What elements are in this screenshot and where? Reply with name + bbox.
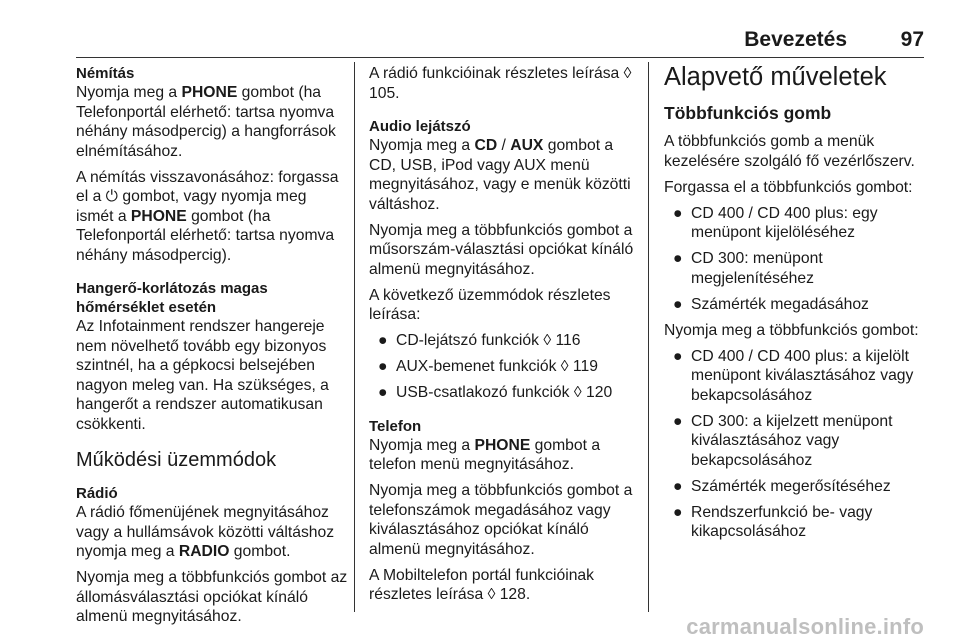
page-ref-link[interactable]: 119 (572, 358, 598, 375)
mute-paragraph-1 (76, 83, 348, 161)
bullet-icon: ● (673, 412, 683, 430)
bullet-icon: ● (673, 204, 683, 222)
volume-limit-heading: Hangerő-korlátozás magas hőmérséklet esetén (76, 280, 268, 316)
page-ref-icon: ◊ (560, 358, 569, 375)
turn-action-list (664, 204, 928, 315)
volume-limit-paragraph: Az Infotainment rendszer hangereje nem növelhető tovább egy bizonyos szintnél, ha a gépkocsi belsejében nagyon meleg van. Ha szükséges, a hangerőt a rendszer automatikusan csökkenti. (76, 318, 329, 433)
mute-paragraph-2 (76, 168, 348, 266)
list-item-text: AUX-bemenet funkciók (396, 358, 561, 375)
list-item-text: CD 300: a kijelzett menüpont kiválasztásához vagy bekapcsolásához (691, 412, 893, 469)
phone-paragraph-3 (369, 566, 635, 605)
phone-paragraph-1 (369, 436, 635, 475)
radio-reference (369, 64, 635, 103)
multifunction-paragraph-1: A többfunkciós gomb a menük kezelésére szolgáló fő vezérlőszerv. (664, 133, 915, 170)
press-action-list (664, 347, 928, 542)
column-divider-2 (648, 62, 649, 612)
list-item (369, 383, 635, 403)
column-1 (76, 64, 348, 633)
column-2 (369, 64, 635, 611)
phone-key-label: PHONE (474, 436, 531, 454)
page-ref-icon: ◊ (573, 384, 582, 401)
text: Nyomja meg a (369, 436, 475, 454)
list-item-text: CD 400 / CD 400 plus: egy menüpont kijelöléséhez (691, 204, 878, 241)
list-item (664, 503, 928, 542)
multifunction-paragraph-2: Forgassa el a többfunkciós gombot: (664, 178, 913, 196)
list-item-text: Számérték megadásához (691, 295, 869, 313)
page-number: 97 (900, 28, 924, 51)
bullet-icon: ● (378, 358, 388, 375)
list-item (664, 204, 928, 243)
text: gombot (ha Telefonportál elérhető: tartsa nyomva néhány másodpercig). (76, 207, 335, 264)
radio-heading: Rádió (76, 485, 118, 502)
list-item (664, 347, 928, 406)
audio-mode-list (369, 331, 635, 403)
radio-paragraph-2: Nyomja meg a többfunkciós gombot az állomásválasztási opciókat kínáló almenü megnyitásához. (76, 569, 348, 625)
page-ref-link[interactable]: 105. (369, 84, 400, 102)
bullet-icon: ● (673, 503, 683, 521)
text: Nyomja meg a (369, 137, 475, 154)
list-item-text: Számérték megerősítéséhez (691, 477, 891, 495)
cd-key-label: CD (474, 137, 498, 154)
bullet-icon: ● (673, 250, 683, 267)
header-rule (76, 57, 924, 58)
text: A rádió főmenüjének megnyitásához vagy a hullámsávok közötti váltáshoz nyomja meg a (76, 504, 335, 560)
page-ref-link[interactable]: 116 (555, 332, 581, 349)
page-ref-link[interactable]: 120 (586, 384, 613, 401)
phone-key-label: PHONE (130, 207, 187, 225)
text: Nyomja meg a (76, 84, 182, 101)
phone-paragraph-2: Nyomja meg a többfunkciós gombot a telefonszámok megadásához vagy kiválasztásához opciókat kínáló almenü megnyitásához. (369, 482, 633, 558)
column-3 (664, 64, 928, 548)
list-item-text: Rendszerfunkció be- vagy kikapcsolásához (691, 503, 873, 540)
audio-player-heading: Audio lejátszó (369, 118, 471, 135)
page-ref-icon: ◊ (543, 332, 552, 349)
audio-paragraph-3: A következő üzemmódok részletes leírása: (369, 286, 611, 323)
bullet-icon: ● (673, 477, 683, 495)
text: gombot a CD, USB, iPod vagy AUX menü megnyitásához, vagy e menük közötti váltáshoz. (369, 137, 631, 213)
multifunction-paragraph-3: Nyomja meg a többfunkciós gombot: (664, 321, 919, 339)
section-title: Bevezetés (744, 28, 847, 51)
watermark-text: carmanualsonline.info (686, 614, 924, 639)
list-item (664, 477, 928, 497)
bullet-icon: ● (378, 332, 388, 349)
list-item-text: CD 300: menüpont megjelenítéséhez (691, 250, 823, 287)
list-item (369, 331, 635, 351)
list-item (664, 249, 928, 288)
phone-heading: Telefon (369, 417, 422, 435)
bullet-icon: ● (673, 295, 683, 313)
phone-key-label: PHONE (181, 84, 238, 101)
list-item (664, 295, 928, 315)
page-ref-icon: ◊ (623, 65, 632, 82)
basic-operations-title: Alapvető műveletek (664, 63, 887, 91)
text: / (497, 137, 511, 154)
page-ref-icon: ◊ (487, 586, 496, 603)
audio-paragraph-1 (369, 136, 635, 214)
radio-paragraph-1 (76, 503, 348, 562)
list-item-text: CD 400 / CD 400 plus: a kijelölt menüpont kiválasztásához vagy bekapcsolásához (691, 347, 914, 404)
text: A Mobiltelefon portál funkcióinak részletes leírása (369, 566, 594, 603)
bullet-icon: ● (673, 347, 683, 365)
list-item (369, 357, 635, 377)
radio-key-label: RADIO (178, 543, 230, 560)
operating-modes-heading: Működési üzemmódok (76, 449, 277, 471)
aux-key-label: AUX (510, 137, 544, 154)
text: A némítás visszavonásához: forgassa el a (76, 168, 339, 205)
page-header (0, 27, 960, 57)
bullet-icon: ● (378, 384, 388, 401)
list-item (664, 412, 928, 471)
text: gombot. (229, 543, 291, 560)
text: gombot a telefon menü megnyitásához. (369, 436, 601, 473)
text: gombot (ha Telefonportál elérhető: tartsa nyomva néhány másodpercig) a hangforrások elnémításához. (76, 84, 336, 160)
list-item-text: CD-lejátszó funkciók (396, 332, 544, 349)
text: A rádió funkcióinak részletes leírása (369, 65, 624, 82)
mute-heading: Némítás (76, 65, 135, 82)
multifunction-knob-heading: Többfunkciós gomb (664, 103, 832, 123)
page-ref-link[interactable]: 128. (495, 586, 531, 603)
power-icon: ⏻ (105, 188, 119, 205)
list-item-text: USB-csatlakozó funkciók (396, 384, 574, 401)
text: gombot, vagy nyomja meg ismét a (76, 188, 307, 225)
column-divider-1 (354, 62, 355, 612)
audio-paragraph-2: Nyomja meg a többfunkciós gombot a műsorszám-választási opciókat kínáló almenü megnyitásához. (369, 221, 634, 278)
